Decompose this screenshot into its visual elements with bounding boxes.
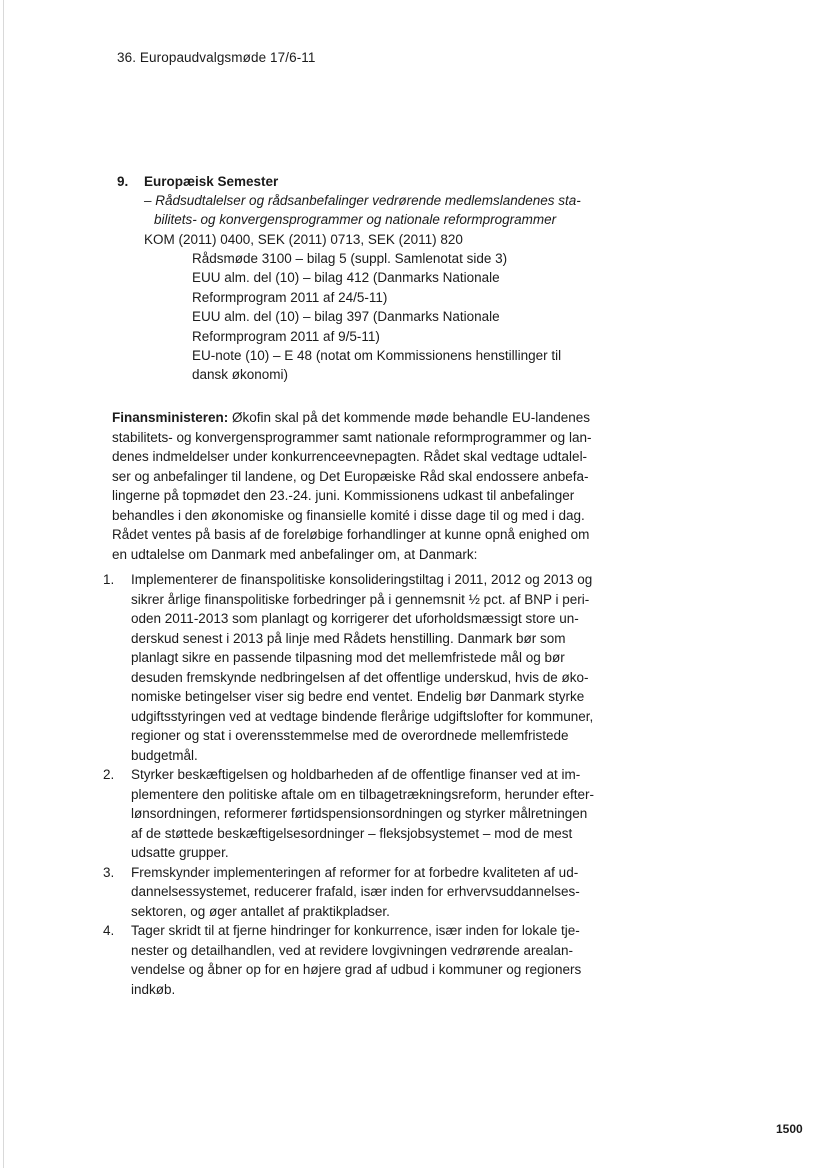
statement-line: en udtalelse om Danmark med anbefalinger om, at Danmark: (112, 546, 478, 562)
list-item-line: udsatte grupper. (131, 845, 229, 860)
minister-statement (112, 408, 612, 564)
recommendation-list (103, 570, 623, 999)
list-item-line: udgiftsstyringen ved at vedtage bindende flerårige udgiftslofter for kommuner, (131, 708, 594, 724)
list-item-line: regioner og stat i overensstemmelse med de overordnede mellemfristede (131, 728, 569, 743)
reference-line: EUU alm. del (10) – bilag 412 (Danmarks Nationale (192, 270, 500, 286)
statement-line: lingerne på topmødet den 23.-24. juni. Kommissionens udkast til anbefalinger (112, 488, 575, 503)
list-item-line: nomiske betingelser viser sig bedre end ventet. Endelig bør Danmark styrke (131, 689, 585, 704)
subtitle-line: – Rådsudtalelser og rådsanbefalinger vedrørende medlemslandenes sta- (144, 193, 581, 208)
list-item-line: dannelsessystemet, reducerer frafald, især inden for erhvervsuddannelses- (131, 884, 580, 899)
statement-line: ser og anbefalinger til landene, og Det Europæiske Råd skal endossere anbefa- (112, 468, 589, 484)
reference-line: EU-note (10) – E 48 (notat om Kommissionens henstillinger til (192, 348, 562, 364)
list-item-number: 3. (103, 864, 115, 880)
list-item-line: budgetmål. (131, 747, 198, 763)
statement-line: denes indmeldelser under konkurrenceevnepagten. Rådet skal vedtage udtalel- (112, 449, 588, 464)
meeting-header: 36. Europaudvalgsmøde 17/6-11 (117, 50, 316, 65)
list-item-line: derskud senest i 2013 på linje med Rådets henstilling. Danmark bør som (131, 630, 566, 646)
statement-first-line: Økofin skal på det kommende møde behandle EU-landenes (228, 410, 590, 425)
list-item-line: Fremskynder implementeringen af reformer for at forbedre kvaliteten af ud- (131, 864, 579, 880)
list-item (103, 570, 623, 765)
list-item-line: Tager skridt til at fjerne hindringer for konkurrence, især inden for lokale tje- (131, 923, 580, 938)
list-item-line: vendelse og åbner op for en højere grad af udbud i kommuner og regioners (131, 962, 582, 977)
list-item (103, 921, 623, 999)
list-item-line: Styrker beskæftigelsen og holdbarheden af de offentlige finanser ved at im- (131, 767, 581, 782)
list-item-line: Implementerer de finanspolitiske konsolideringstiltag i 2011, 2012 og 2013 og (131, 572, 593, 587)
list-item-line: plementere den politiske aftale om en tilbagetrækningsreform, herunder efter- (131, 786, 594, 802)
scan-edge-line (3, 0, 4, 1168)
list-item-line: desuden fremskynde nedbringelsen af det offentlige underskud, hvis de øko- (131, 669, 589, 685)
list-item-line: lønsordningen, reformerer førtidspensionsordningen og styrker målretningen (131, 806, 588, 821)
list-item (103, 863, 623, 922)
list-item-number: 4. (103, 923, 115, 938)
statement-line (112, 408, 612, 428)
list-item-number: 1. (103, 572, 115, 587)
reference-list (192, 249, 612, 385)
list-item-line: nester og detailhandlen, ved at revidere lovgivningen vedrørende arealan- (131, 942, 574, 958)
list-item-line: oden 2011-2013 som planlagt og korrigerer det uforholdsmæssigt store un- (131, 611, 579, 626)
subtitle-line: bilitets- og konvergensprogrammer og nationale reformprogrammer (154, 212, 557, 228)
page-number: 1500 (776, 1122, 803, 1136)
statement-line: behandles i den økonomiske og finansielle komité i disse dage til og med i dag. (112, 507, 585, 523)
list-item-line: sektoren, og øger antallet af praktikpladser. (131, 903, 390, 919)
list-item-line: indkøb. (131, 981, 176, 997)
list-item-line: planlagt sikre en passende tilpasning mod det mellemfristede mål og bør (131, 650, 565, 665)
kom-reference: KOM (2011) 0400, SEK (2011) 0713, SEK (2011) 820 (144, 232, 463, 247)
agenda-item-title: Europæisk Semester (144, 174, 279, 189)
list-item-number: 2. (103, 767, 115, 782)
reference-line: Reformprogram 2011 af 9/5-11) (192, 328, 380, 344)
list-item-line: af de støttede beskæftigelsesordninger – fleksjobsystemet – mod de mest (131, 825, 573, 841)
reference-line: Rådsmøde 3100 – bilag 5 (suppl. Samlenotat side 3) (192, 251, 508, 266)
agenda-item-number: 9. (117, 174, 129, 189)
list-item-line: sikrer årlige finanspolitiske forbedringer på i gennemsnit ½ pct. af BNP i peri- (131, 591, 590, 607)
list-item (103, 765, 623, 863)
reference-line: dansk økonomi) (192, 367, 289, 383)
agenda-item-subtitle (144, 191, 614, 230)
speaker-label: Finansministeren: (112, 410, 229, 425)
statement-line: Rådet ventes på basis af de foreløbige forhandlinger at kunne opnå enighed om (112, 527, 590, 542)
reference-line: Reformprogram 2011 af 24/5-11) (192, 289, 388, 305)
reference-line: EUU alm. del (10) – bilag 397 (Danmarks Nationale (192, 309, 500, 325)
statement-line: stabilitets- og konvergensprogrammer samt nationale reformprogrammer og lan- (112, 429, 592, 445)
